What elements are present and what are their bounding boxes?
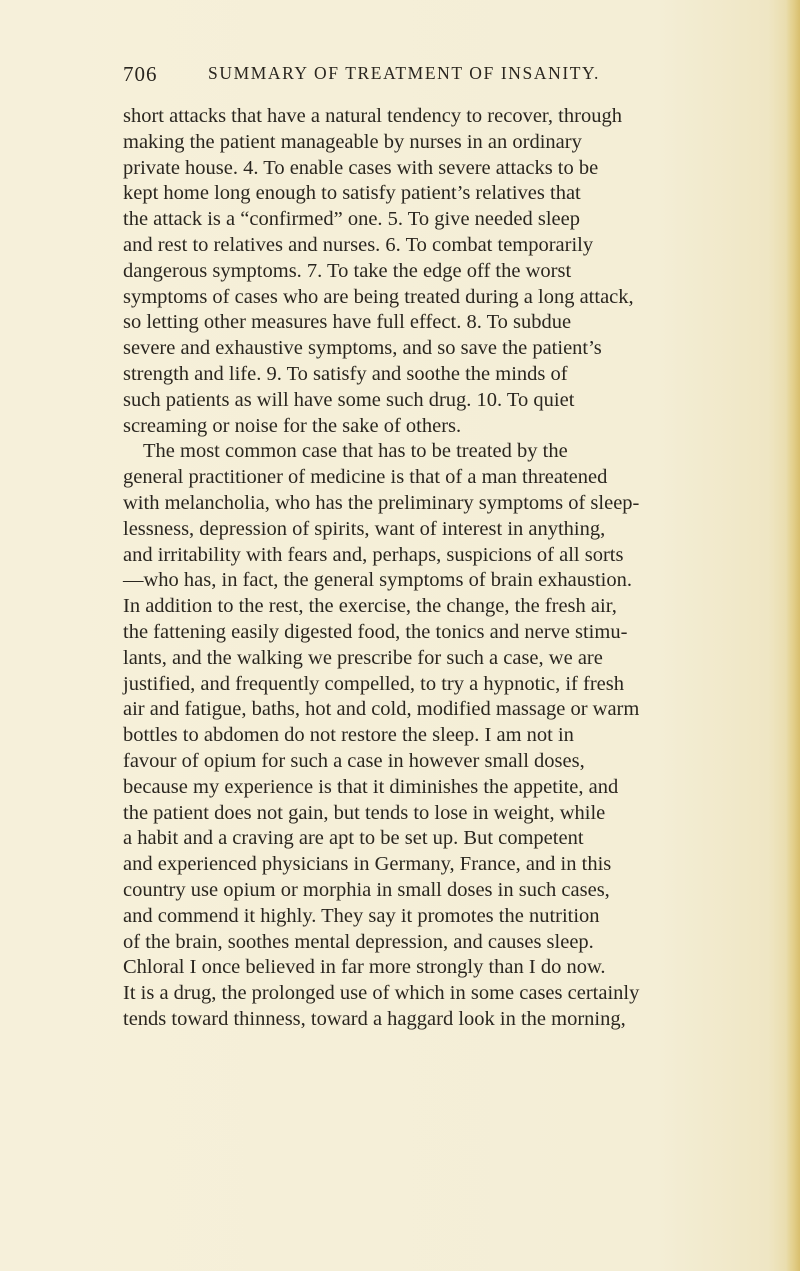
text-line: because my experience is that it diminishes the appetite, and (123, 775, 619, 798)
text-line: such patients as will have some such drug. 10. To quiet (123, 388, 575, 411)
text-line: and irritability with fears and, perhaps, suspicions of all sorts (123, 543, 624, 566)
body-text (123, 104, 783, 1033)
page-edge (786, 0, 800, 1271)
text-line: with melancholia, who has the preliminary symptoms of sleep- (123, 491, 640, 514)
text-line: and experienced physicians in Germany, France, and in this (123, 853, 612, 876)
text-line: and commend it highly. They say it promotes the nutrition (123, 904, 600, 927)
page-header (123, 62, 733, 90)
text-line: —who has, in fact, the general symptoms of brain exhaustion. (123, 569, 632, 592)
text-line: symptoms of cases who are being treated during a long attack, (123, 285, 634, 308)
text-line: strength and life. 9. To satisfy and soothe the minds of (123, 362, 568, 385)
text-line: severe and exhaustive symptoms, and so save the patient’s (123, 337, 602, 360)
text-line: tends toward thinness, toward a haggard look in the morning, (123, 1007, 626, 1030)
text-line: screaming or noise for the sake of others. (123, 414, 462, 437)
running-head: SUMMARY OF TREATMENT OF INSANITY. (208, 63, 600, 83)
text-line: justified, and frequently compelled, to try a hypnotic, if fresh (123, 672, 624, 695)
text-line: air and fatigue, baths, hot and cold, modified massage or warm (123, 698, 640, 721)
text-line: lants, and the walking we prescribe for such a case, we are (123, 646, 603, 669)
text-line: Chloral I once believed in far more strongly than I do now. (123, 956, 606, 979)
paragraph-start-line: The most common case that has to be treated by the (143, 440, 568, 463)
text-line: the attack is a “confirmed” one. 5. To give needed sleep (123, 208, 580, 231)
text-line: the fattening easily digested food, the tonics and nerve stimu- (123, 620, 628, 643)
text-line: a habit and a craving are apt to be set up. But competent (123, 827, 584, 850)
text-line: the patient does not gain, but tends to lose in weight, while (123, 801, 606, 824)
text-line: favour of opium for such a case in however small doses, (123, 749, 585, 772)
page-number: 706 (123, 62, 158, 86)
text-line: of the brain, soothes mental depression, and causes sleep. (123, 930, 594, 953)
text-line: lessness, depression of spirits, want of interest in anything, (123, 517, 606, 540)
text-line: It is a drug, the prolonged use of which in some cases certainly (123, 982, 640, 1005)
text-line: dangerous symptoms. 7. To take the edge off the worst (123, 259, 572, 282)
text-line: private house. 4. To enable cases with severe attacks to be (123, 156, 599, 179)
text-line: making the patient manageable by nurses in an ordinary (123, 130, 582, 153)
text-line: bottles to abdomen do not restore the sleep. I am not in (123, 724, 574, 747)
text-line: country use opium or morphia in small doses in such cases, (123, 878, 610, 901)
text-line: kept home long enough to satisfy patient’s relatives that (123, 182, 581, 205)
text-line: so letting other measures have full effect. 8. To subdue (123, 311, 572, 334)
text-line: and rest to relatives and nurses. 6. To combat temporarily (123, 233, 594, 256)
text-line: general practitioner of medicine is that of a man threatened (123, 466, 608, 489)
text-line: short attacks that have a natural tendency to recover, through (123, 105, 622, 127)
text-line: In addition to the rest, the exercise, the change, the fresh air, (123, 595, 617, 618)
